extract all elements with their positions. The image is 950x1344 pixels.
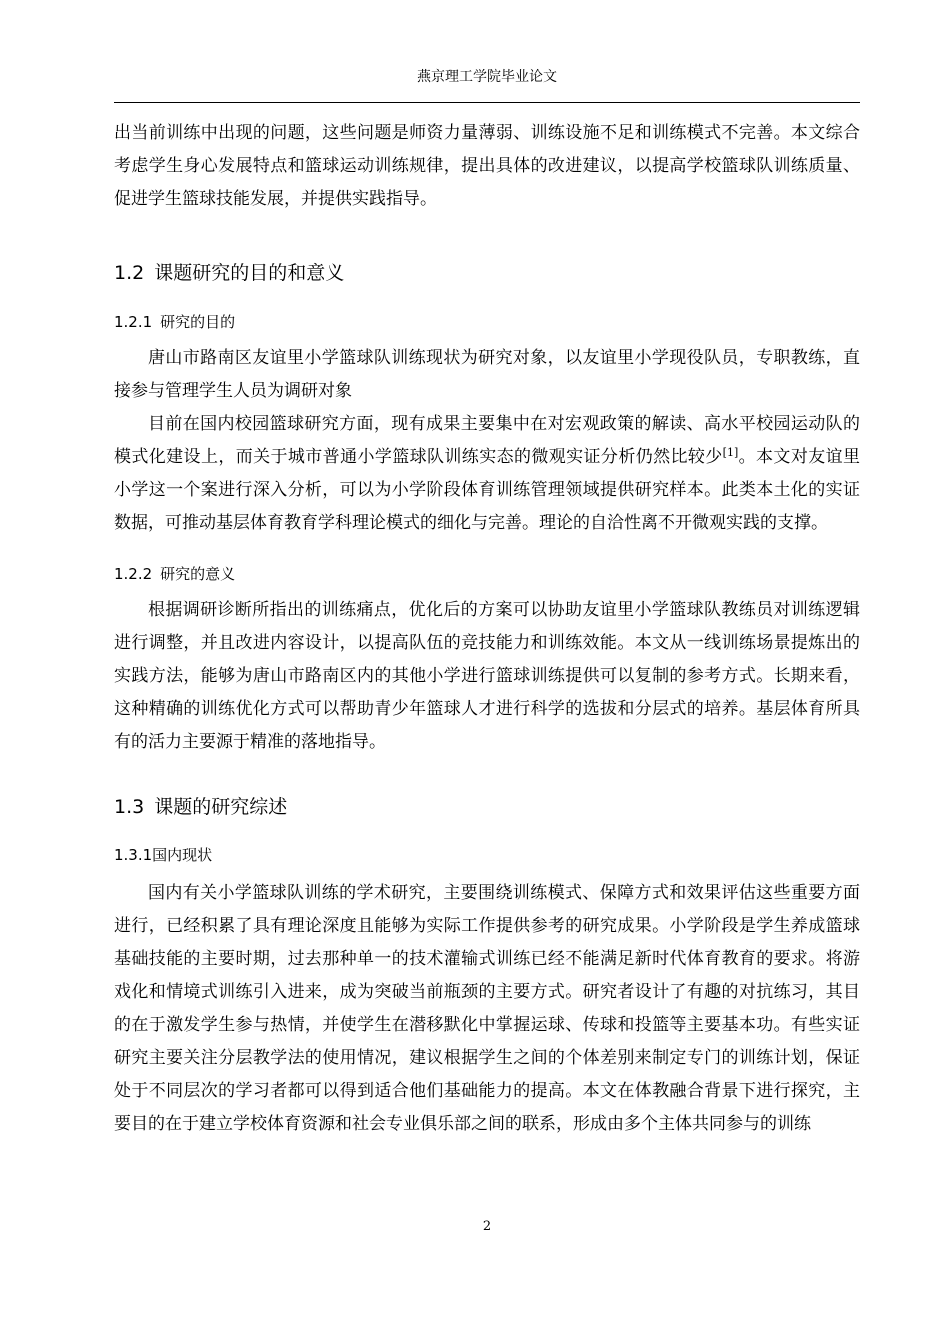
section-number: 1.3 [114,796,145,818]
section-heading-1-3 [114,793,860,821]
paragraph-text: 。本文对友谊里小学这一个案进行深入分析，可以为小学阶段体育训练管理领域提供研究样本。此类本土化的实证数据，可推动基层体育教育学科理论模式的细化与完善。理论的自洽性离不开微观实践的支撑。 [114,447,860,533]
paragraph-1-2-2: 根据调研诊断所指出的训练痛点，优化后的方案可以协助友谊里小学篮球队教练员对训练逻辑进行调整，并且改进内容设计，以提高队伍的竞技能力和训练效能。本文从一线训练场景提炼出的实践方法，能够为唐山市路南区内的其他小学进行篮球训练提供可以复制的参考方式。长期来看，这种精确的训练优化方式可以帮助青少年篮球人才进行科学的选拔和分层式的培养。基层体育所具有的活力主要源于精准的落地指导。 [114,600,860,752]
subsection-title: 研究的意义 [160,565,236,583]
subsection-number: 1.3.1 [114,846,153,864]
section-title: 课题研究的目的和意义 [154,262,345,284]
page-number: 2 [482,1219,492,1234]
paragraph-1-2-1-b [114,408,860,540]
paragraph-1-2-1-a: 唐山市路南区友谊里小学篮球队训练现状为研究对象，以友谊里小学现役队员，专职教练，直接参与管理学生人员为调研对象 [114,348,860,401]
page-body [114,117,860,1141]
section-number: 1.2 [114,262,145,284]
header-divider [114,102,860,103]
section-title: 课题的研究综述 [154,796,288,818]
subsection-title: 国内现状 [152,846,213,864]
citation-marker: [1] [722,446,739,459]
paragraph-1-3-1: 国内有关小学篮球队训练的学术研究，主要围绕训练模式、保障方式和效果评估这些重要方面进行，已经积累了具有理论深度且能够为实际工作提供参考的研究成果。小学阶段是学生养成篮球基础技能的主要时期，过去那种单一的技术灌输式训练已经不能满足新时代体育教育的要求。将游戏化和情境式训练引入进来，成为突破当前瓶颈的主要方式。研究者设计了有趣的对抗练习，其目的在于激发学生参与热情，并使学生在潜移默化中掌握运球、传球和投篮等主要基本功。有些实证研究主要关注分层教学法的使用情况，建议根据学生之间的个体差别来制定专门的训练计划，保证处于不同层次的学习者都可以得到适合他们基础能力的提高。本文在体教融合背景下进行探究，主要目的在于建立学校体育资源和社会专业俱乐部之间的联系，形成由多个主体共同参与的训练 [114,883,860,1134]
subsection-heading-1-2-2 [114,562,860,586]
section-heading-1-2 [114,259,860,287]
subsection-number: 1.2.2 [114,565,153,583]
paragraph-text: 目前在国内校园篮球研究方面，现有成果主要集中在对宏观政策的解读、高水平校园运动队的模式化建设上，而关于城市普通小学篮球队训练实态的微观实证分析仍然比较少 [114,414,860,467]
subsection-number: 1.2.1 [114,313,153,331]
running-header: 燕京理工学院毕业论文 [417,69,557,85]
subsection-heading-1-3-1 [114,843,860,867]
subsection-title: 研究的目的 [160,313,236,331]
intro-paragraph: 出当前训练中出现的问题，这些问题是师资力量薄弱、训练设施不足和训练模式不完善。本文综合考虑学生身心发展特点和篮球运动训练规律，提出具体的改进建议，以提高学校篮球队训练质量、促进学生篮球技能发展，并提供实践指导。 [114,123,860,209]
subsection-heading-1-2-1 [114,310,860,334]
